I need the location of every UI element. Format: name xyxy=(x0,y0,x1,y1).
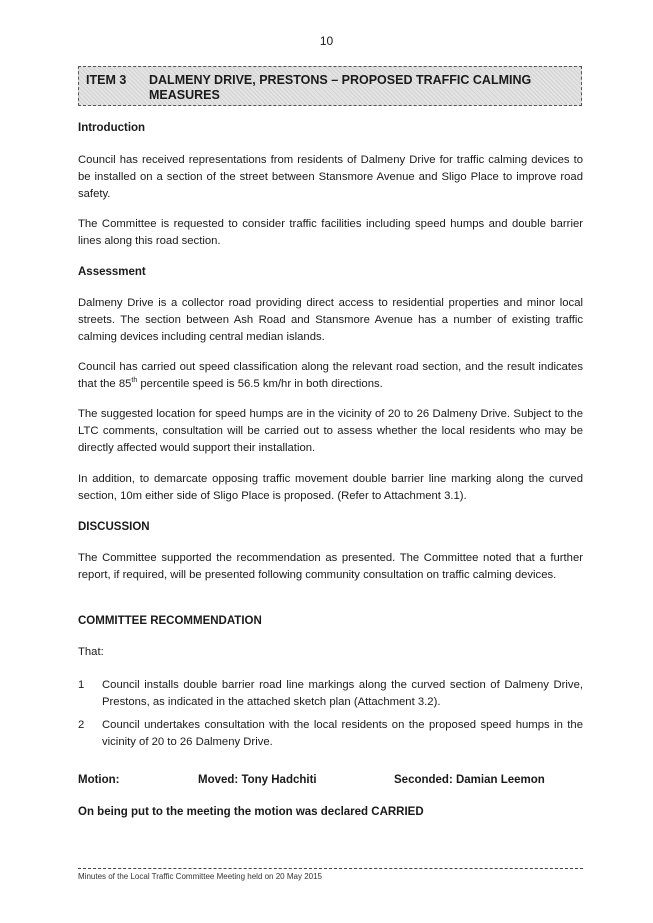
assessment-paragraph-2-end: percentile speed is 56.5 km/hr in both directions. xyxy=(137,378,383,390)
item-header xyxy=(78,66,582,106)
recommendation-heading: COMMITTEE RECOMMENDATION xyxy=(78,615,262,627)
introduction-paragraph-2: The Committee is requested to consider traffic facilities including speed humps and double barrier lines along this road section. xyxy=(78,218,583,247)
recommendation-item-1-number: 1 xyxy=(78,679,85,691)
percentile-superscript: th xyxy=(131,377,138,385)
item-number: ITEM 3 xyxy=(86,73,127,87)
footer-divider xyxy=(78,868,583,869)
motion-result: On being put to the meeting the motion was declared CARRIED xyxy=(78,806,424,818)
assessment-heading: Assessment xyxy=(78,266,146,278)
motion-label: Motion: xyxy=(78,774,120,786)
discussion-heading: DISCUSSION xyxy=(78,521,150,533)
recommendation-item-1-text: Council installs double barrier road line markings along the curved section of Dalmeny Drive, Prestons, as indicated in the attached sketch plan (Attachment 3.2). xyxy=(102,679,583,708)
recommendation-item-2-text: Council undertakes consultation with the local residents on the proposed speed humps in the vicinity of 20 to 26 Dalmeny Drive. xyxy=(102,719,583,748)
assessment-paragraph-2-start: Council has carried out speed classification along the relevant road section, and the result indicates that the 85 xyxy=(78,361,583,390)
introduction-heading: Introduction xyxy=(78,122,146,134)
introduction-paragraph-1: Council has received representations from residents of Dalmeny Drive for traffic calming devices to be installed on a section of the street between Stansmore Avenue and Sligo Place to improve road safety. xyxy=(78,154,583,200)
footer-text: Minutes of the Local Traffic Committee Meeting held on 20 May 2015 xyxy=(78,872,322,881)
discussion-paragraph: The Committee supported the recommendation as presented. The Committee noted that a further report, if required, will be presented following community consultation on traffic calming devices. xyxy=(78,552,583,581)
motion-seconded: Seconded: Damian Leemon xyxy=(394,774,545,786)
motion-moved: Moved: Tony Hadchiti xyxy=(198,774,317,786)
assessment-paragraph-2 xyxy=(78,359,583,393)
recommendation-intro: That: xyxy=(78,646,104,658)
assessment-paragraph-4: In addition, to demarcate opposing traffic movement double barrier line marking along the curved section, 10m either side of Sligo Place is proposed. (Refer to Attachment 3.1). xyxy=(78,473,583,502)
assessment-paragraph-1: Dalmeny Drive is a collector road providing direct access to residential properties and minor local streets. The section between Ash Road and Stansmore Avenue has a number of existing traffic calming devices including central median islands. xyxy=(78,297,583,343)
assessment-paragraph-3: The suggested location for speed humps are in the vicinity of 20 to 26 Dalmeny Drive. Subject to the LTC comments, consultation will be carried out to assess whether the local residents who may be directly affected would support their installation. xyxy=(78,408,583,454)
recommendation-item-2-number: 2 xyxy=(78,719,85,731)
page-number: 10 xyxy=(319,34,334,48)
item-title: DALMENY DRIVE, PRESTONS – PROPOSED TRAFFIC CALMING MEASURES xyxy=(149,73,532,102)
